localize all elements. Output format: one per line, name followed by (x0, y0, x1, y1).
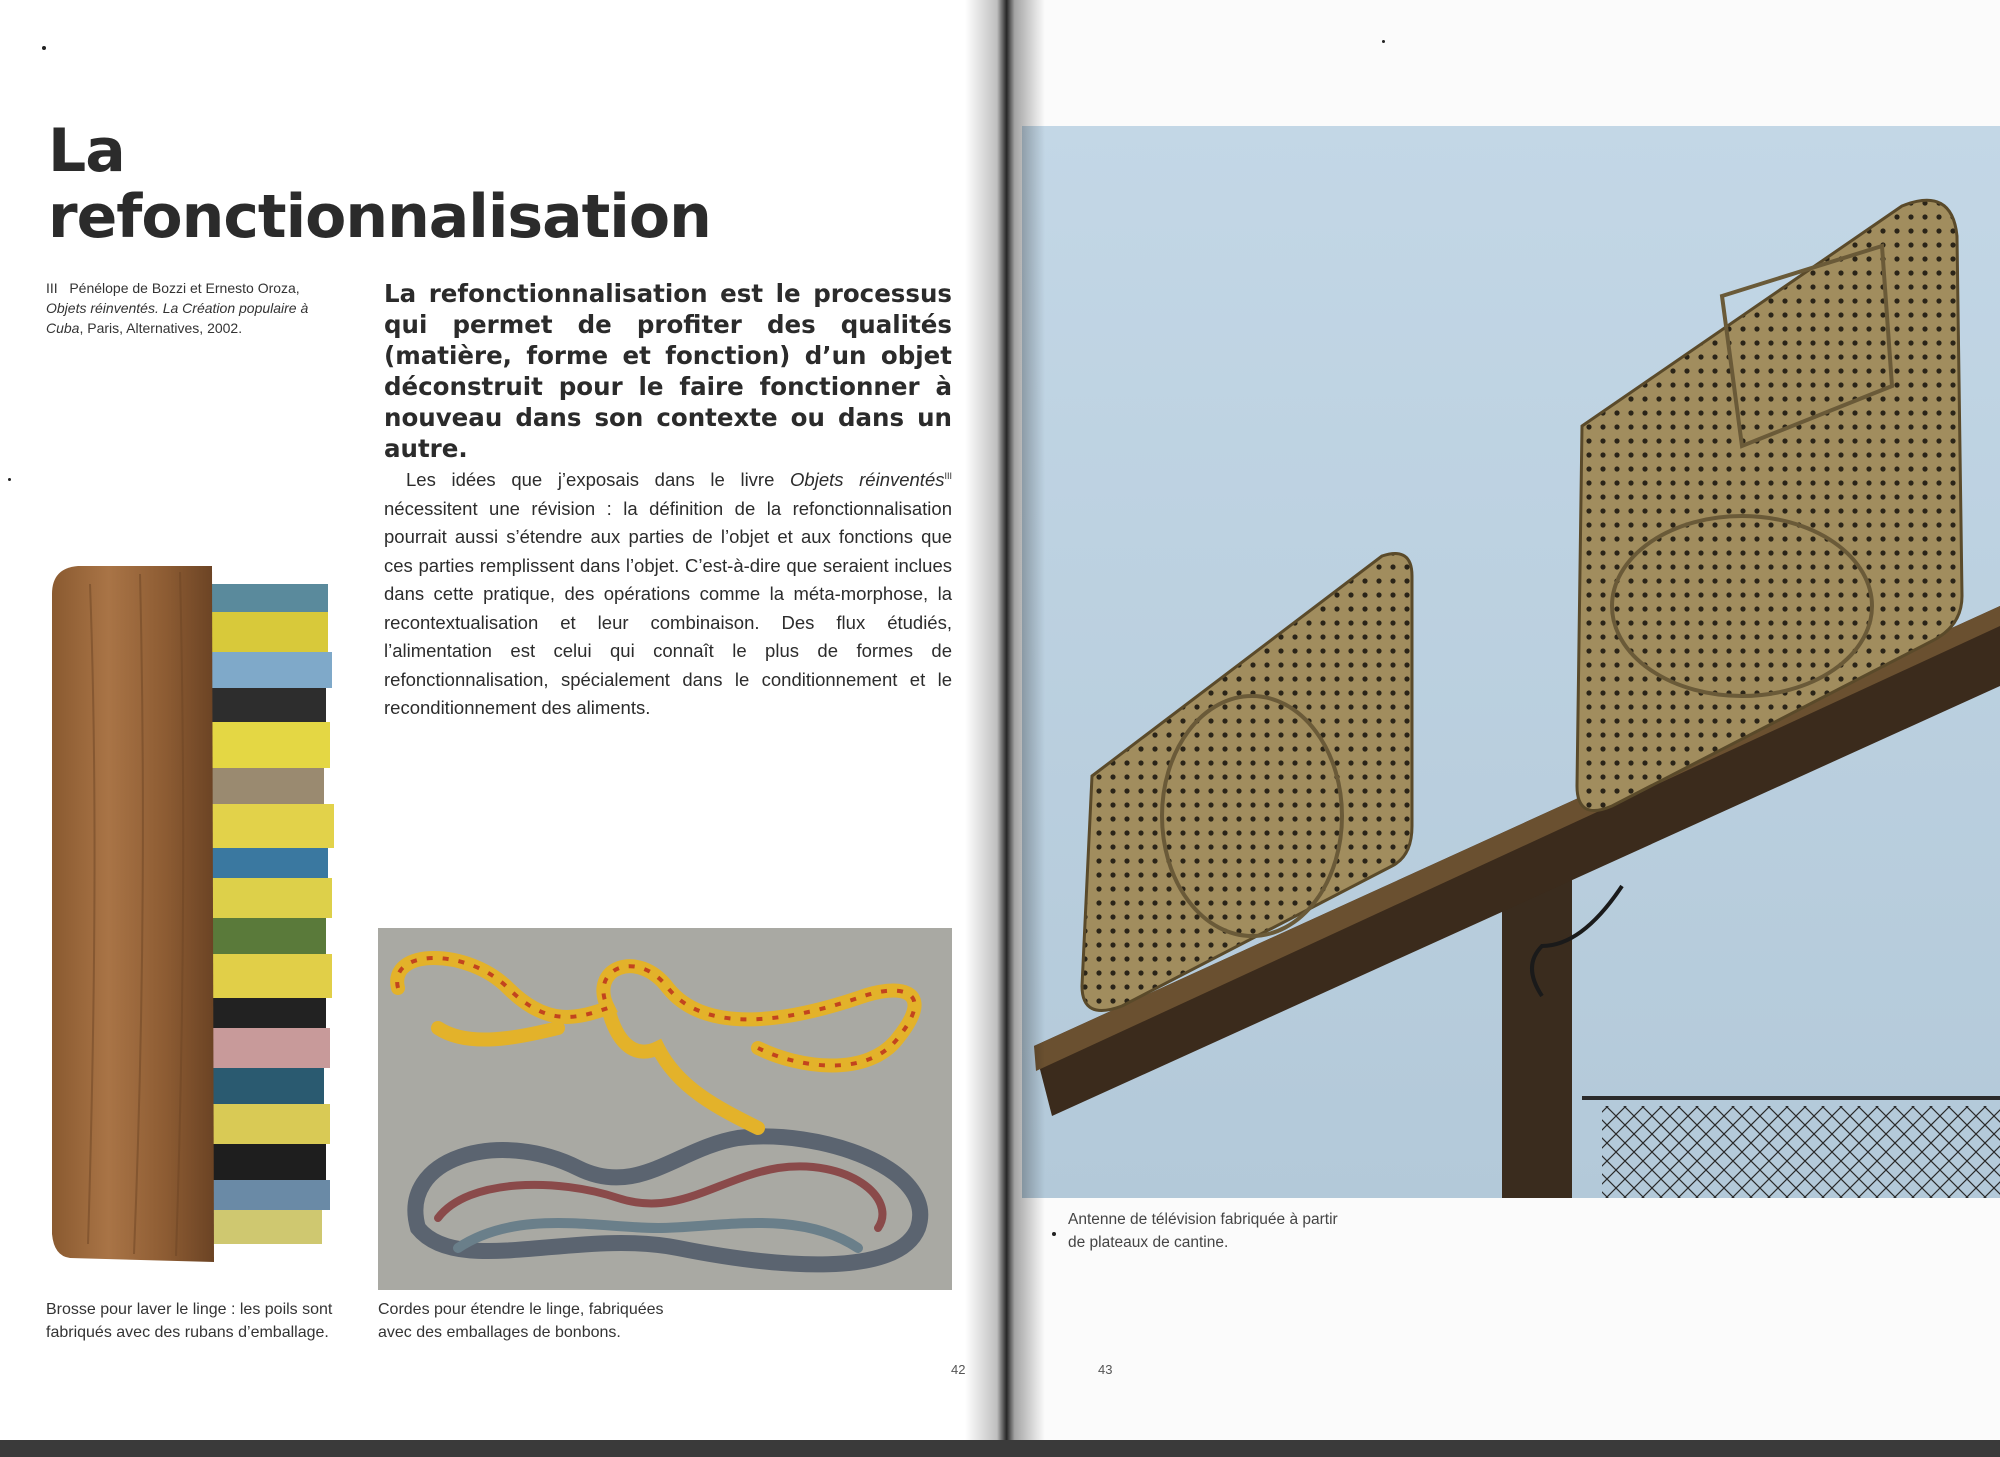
rope-caption (378, 1298, 698, 1344)
antenna-photo (1022, 126, 2000, 1198)
brush-caption-line-1: Brosse pour laver le linge : les poils sont (46, 1301, 333, 1318)
body-book-title: Objets réinventés (790, 469, 945, 490)
footnote-marker: III (46, 280, 58, 296)
page-bottom-edge (0, 1440, 2000, 1457)
antenna-caption (1068, 1208, 1368, 1254)
rope-photo (378, 928, 952, 1290)
lead-paragraph: La refonctionnalisation est le processus qui permet de profiter des qualités (matière, forme et fonction) d’un objet déconstruit pour le faire fonctionner à nouveau dans son contexte ou dans un autre. (384, 279, 952, 463)
antenna-caption-line-1: Antenne de télévision fabriquée à partir (1068, 1211, 1338, 1228)
body-part-1: Les idées que j’exposais dans le livre (406, 469, 791, 490)
footnote-authors: Pénélope de Bozzi et Ernesto Oroza, (69, 280, 300, 296)
body-part-2: nécessitent une révision : la définition de la refonctionnalisation pourrait aussi s’étendre aux parties de l’objet et aux fonctions que ces parties remplissent dans l’objet. C’est-à-dire que seraient inclues dans cette pratique, des opérations comme la méta-morphose, la recontextualisation et leur combinaison. Des flux étudiés, l’alimentation est celui qui connaît le plus de formes de refonctionnalisation, spécialement dans le conditionnement et le reconditionnement des aliments. (384, 497, 952, 718)
print-speck (1052, 1232, 1056, 1236)
book-gutter (965, 0, 1045, 1440)
footnote-book-title: Objets réinventés. La Création populaire à Cuba (46, 300, 309, 336)
body-paragraph (384, 466, 952, 723)
footnote-publication: , Paris, Alternatives, 2002. (79, 320, 243, 336)
brush-bristles (206, 584, 334, 1244)
title-line-1: La (48, 116, 125, 186)
left-page (0, 0, 1000, 1440)
antenna-caption-line-2: de plateaux de cantine. (1068, 1234, 1229, 1251)
page-title (48, 118, 748, 250)
print-speck (8, 478, 11, 481)
page-number-right: 43 (1098, 1362, 1113, 1377)
footnote (46, 278, 316, 338)
rope-caption-line-1: Cordes pour étendre le linge, fabriquées (378, 1301, 664, 1318)
fence (1582, 1096, 2000, 1198)
brush-photo (30, 554, 360, 1274)
brush-caption (46, 1298, 346, 1344)
brush-caption-line-2: fabriqués avec des rubans d’emballage. (46, 1324, 329, 1341)
brush-wood-block (52, 566, 214, 1262)
body-footnote-ref: III (944, 470, 953, 481)
rope-caption-line-2: avec des emballages de bonbons. (378, 1324, 621, 1341)
page-number-left: 42 (951, 1362, 966, 1377)
print-speck (1382, 40, 1385, 43)
title-line-2: refonctionnalisation (48, 182, 711, 252)
print-speck (42, 46, 46, 50)
